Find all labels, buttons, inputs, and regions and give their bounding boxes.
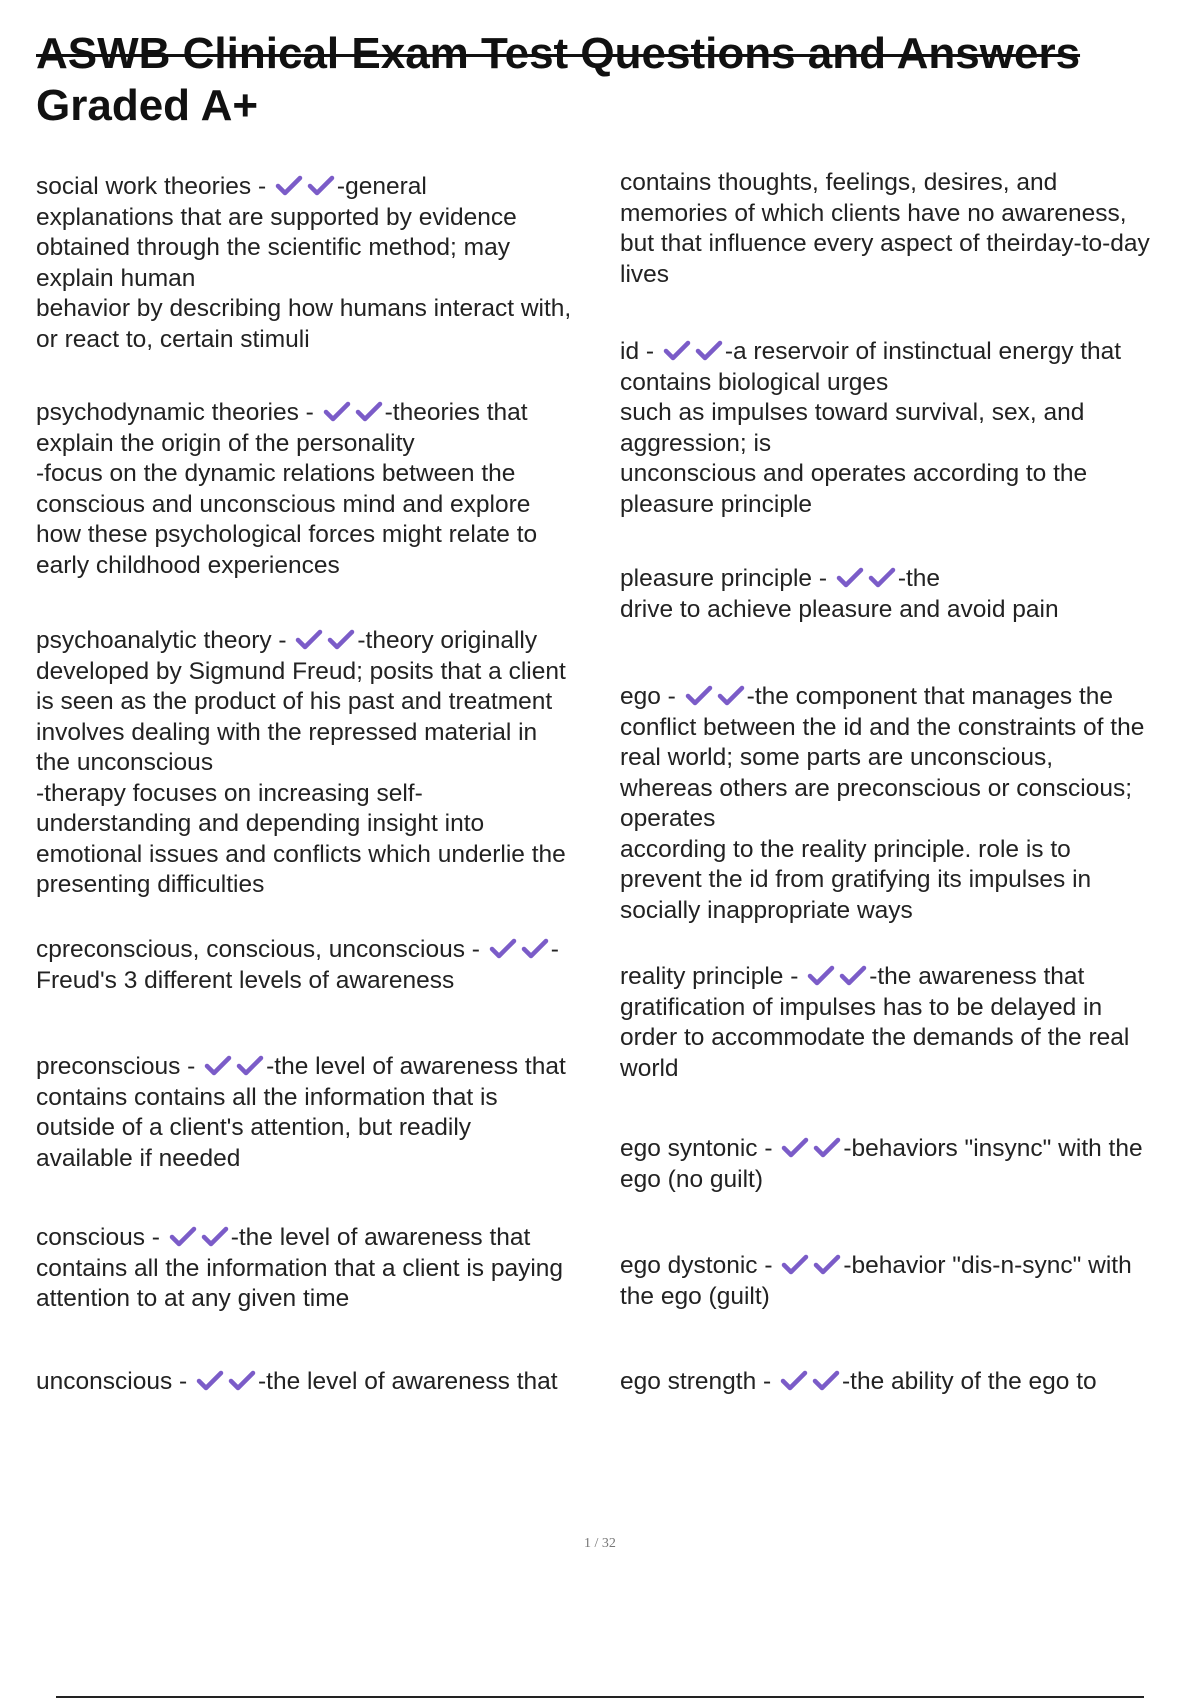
entry-definition: -the — [897, 565, 941, 592]
checkmark-icon — [781, 1254, 809, 1276]
entry-definition: -the awareness that — [869, 963, 1085, 990]
entry-definition-line: understanding and depending insight into — [36, 810, 485, 837]
entry-first-line — [620, 168, 1192, 199]
checkmark-icon — [307, 175, 335, 197]
entry-definition: -behaviors "insync" with the — [843, 1135, 1143, 1162]
checkmark-icon — [807, 965, 835, 987]
entry-definition: -the level of awareness that — [266, 1053, 566, 1080]
entry-first-line — [620, 1367, 1192, 1398]
checkmark-icon — [327, 629, 355, 651]
entry-first-line — [36, 1223, 616, 1254]
entry-definition-line: real world; some parts are unconscious, — [620, 744, 1054, 771]
checkmark-icon — [780, 1370, 808, 1392]
checkmark-icon — [812, 1370, 840, 1392]
entry-definition: -theory originally — [357, 627, 538, 654]
entry-definition-line: outside of a client's attention, but readily — [36, 1114, 472, 1141]
checkmark-icon — [813, 1254, 841, 1276]
entry-first-line — [36, 398, 616, 429]
entry-definition-line: presenting difficulties — [36, 871, 265, 898]
entry-first-line — [36, 935, 616, 966]
qa-entry — [36, 1052, 616, 1174]
entry-term: psychoanalytic theory - — [36, 627, 294, 654]
qa-entry — [36, 172, 616, 355]
qa-entry — [620, 1134, 1192, 1195]
entry-first-line — [620, 1251, 1192, 1282]
entry-definition-line: attention to at any given time — [36, 1285, 350, 1312]
entry-definition-line: ego (no guilt) — [620, 1165, 764, 1193]
entry-first-line — [620, 564, 1192, 595]
entry-definition-line: early childhood experiences — [36, 551, 340, 579]
entry-definition-line: the unconscious — [36, 749, 214, 776]
entry-term: reality principle - — [620, 963, 806, 990]
entry-definition-line: obtained through the scientific method; may — [36, 234, 510, 261]
checkmark-icon — [355, 401, 383, 423]
entry-definition-line: lives — [620, 260, 670, 288]
entry-definition: -the level of awareness that — [257, 1368, 558, 1395]
entry-term: ego syntonic - — [620, 1135, 780, 1162]
checkmark-icon — [196, 1370, 224, 1392]
entry-term: ego strength - — [620, 1368, 778, 1395]
entry-definition-line: is seen as the product of his past and treatment — [36, 688, 553, 715]
checkmark-icon — [201, 1226, 229, 1248]
qa-entry — [620, 564, 1192, 625]
entry-definition-line: Freud's 3 different levels of awareness — [36, 966, 455, 994]
checkmark-icon — [204, 1055, 232, 1077]
checkmark-icon — [228, 1370, 256, 1392]
entry-definition: -behavior "dis-n-sync" with — [843, 1252, 1132, 1279]
checkmark-icon — [663, 340, 691, 362]
entry-definition-line: or react to, certain stimuli — [36, 325, 310, 353]
entry-term: conscious - — [36, 1224, 167, 1251]
entry-definition: - — [550, 936, 559, 963]
checkmark-icon — [489, 938, 517, 960]
entry-definition-line: conscious and unconscious mind and explore — [36, 490, 531, 518]
entry-definition-line: whereas others are preconscious or conscious; — [620, 774, 1133, 802]
entry-definition-line: contains contains all the information that is — [36, 1083, 498, 1111]
entry-definition-line: behavior by describing how humans interact with, — [36, 295, 572, 322]
entry-definition: contains thoughts, feelings, desires, and — [620, 169, 1058, 196]
entry-term: unconscious - — [36, 1368, 194, 1395]
checkmark-icon — [868, 567, 896, 589]
entry-definition-line: -therapy focuses on increasing self- — [36, 779, 423, 807]
checkmark-icon — [695, 340, 723, 362]
checkmark-icon — [323, 401, 351, 423]
checkmark-icon — [717, 685, 745, 707]
title-line-1: ASWB Clinical Exam Test Questions and Answers — [36, 29, 1081, 78]
entry-definition-line: available if needed — [36, 1144, 241, 1172]
entry-definition-line: gratification of impulses has to be delayed in — [620, 993, 1103, 1021]
qa-entry — [36, 935, 616, 996]
entry-definition: -the component that manages the — [746, 683, 1114, 710]
checkmark-icon — [781, 1137, 809, 1159]
entry-definition: -a reservoir of instinctual energy that — [724, 338, 1122, 365]
entry-definition-line: prevent the id from gratifying its impulses in — [620, 866, 1092, 893]
entry-definition-line: explanations that are supported by evidence — [36, 203, 517, 231]
entry-first-line — [36, 1052, 616, 1083]
entry-definition-line: but that influence every aspect of theirday-to-day — [620, 230, 1150, 257]
entry-definition-line: order to accommodate the demands of the real — [620, 1024, 1130, 1051]
entry-definition-line: according to the reality principle. role is to — [620, 835, 1071, 863]
entry-term: social work theories - — [36, 173, 273, 200]
entry-definition: -general — [336, 173, 427, 200]
entry-definition: -the ability of the ego to — [841, 1368, 1097, 1395]
entry-definition-line: unconscious and operates according to the — [620, 460, 1088, 487]
qa-entry — [620, 1367, 1192, 1398]
qa-entry — [620, 962, 1192, 1084]
entry-definition-line: -focus on the dynamic relations between the — [36, 460, 516, 487]
entry-first-line — [36, 172, 616, 203]
entry-term: id - — [620, 338, 661, 365]
entry-term: pleasure principle - — [620, 565, 834, 592]
entry-term: ego dystonic - — [620, 1252, 780, 1279]
entry-definition-line: explain the origin of the personality — [36, 429, 415, 457]
qa-entry — [620, 168, 1192, 290]
entry-definition-line: memories of which clients have no awareness, — [620, 199, 1127, 227]
title-line-2: Graded A+ — [36, 81, 259, 130]
checkmark-icon — [685, 685, 713, 707]
entry-first-line — [620, 1134, 1192, 1165]
entry-first-line — [620, 337, 1192, 368]
entry-definition-line: world — [620, 1054, 679, 1082]
entry-term: preconscious - — [36, 1053, 203, 1080]
checkmark-icon — [236, 1055, 264, 1077]
entry-first-line — [620, 682, 1192, 713]
entry-first-line — [36, 626, 616, 657]
entry-term: cpreconscious, conscious, unconscious - — [36, 936, 487, 963]
entry-definition-line: involves dealing with the repressed material in — [36, 718, 538, 746]
entry-definition-line: socially inappropriate ways — [620, 896, 913, 924]
qa-entry — [36, 1367, 616, 1398]
entry-definition-line: contains biological urges — [620, 368, 889, 396]
entry-definition: -the level of awareness that — [230, 1224, 531, 1251]
qa-entry — [620, 1251, 1192, 1312]
entry-definition-line: explain human — [36, 264, 196, 292]
qa-entry — [36, 626, 616, 901]
entry-definition: -theories that — [384, 399, 528, 426]
entry-definition-line: operates — [620, 805, 716, 832]
entry-definition-line: drive to achieve pleasure and avoid pain — [620, 595, 1059, 623]
entry-definition-line: conflict between the id and the constraints of the — [620, 713, 1145, 741]
checkmark-icon — [839, 965, 867, 987]
page-number: 1 / 32 — [584, 1536, 616, 1551]
entry-definition-line: pleasure principle — [620, 490, 813, 518]
checkmark-icon — [836, 567, 864, 589]
checkmark-icon — [813, 1137, 841, 1159]
qa-entry — [620, 337, 1192, 520]
entry-definition-line: emotional issues and conflicts which underlie the — [36, 840, 566, 868]
entry-definition-line: contains all the information that a client is paying — [36, 1254, 564, 1282]
checkmark-icon — [521, 938, 549, 960]
entry-definition-line: developed by Sigmund Freud; posits that a client — [36, 657, 566, 685]
entry-definition-line: aggression; is — [620, 429, 772, 457]
entry-definition-line: such as impulses toward survival, sex, and — [620, 399, 1085, 426]
entry-definition-line: how these psychological forces might relate to — [36, 521, 538, 548]
entry-first-line — [36, 1367, 616, 1398]
document-title — [36, 28, 1166, 132]
checkmark-icon — [295, 629, 323, 651]
entry-term: psychodynamic theories - — [36, 399, 321, 426]
entry-definition-line: the ego (guilt) — [620, 1282, 770, 1310]
qa-entry — [620, 682, 1192, 926]
checkmark-icon — [169, 1226, 197, 1248]
qa-entry — [36, 1223, 616, 1315]
checkmark-icon — [275, 175, 303, 197]
bottom-divider — [56, 1696, 1144, 1698]
entry-first-line — [620, 962, 1192, 993]
qa-entry — [36, 398, 616, 581]
entry-term: ego - — [620, 683, 683, 710]
